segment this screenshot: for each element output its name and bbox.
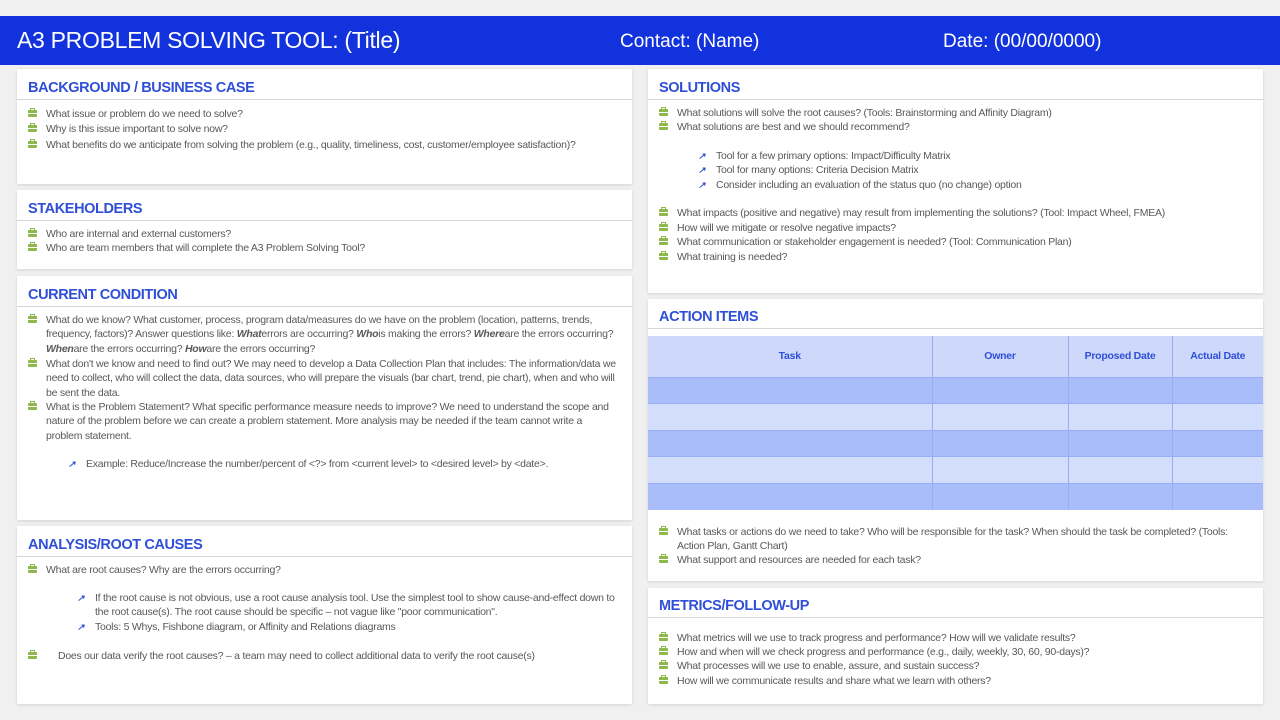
divider <box>648 328 1263 329</box>
bullet-text: Does our data verify the root causes? – a team may need to collect additional data to verify the root cause(s) <box>58 650 535 662</box>
table-row <box>648 404 1263 431</box>
bullet-text: Tools: 5 Whys, Fishbone diagram, or Affinity and Relations diagrams <box>95 621 396 633</box>
sub-bullet-item <box>77 591 615 620</box>
table-cell[interactable] <box>932 483 1068 510</box>
metrics-heading: METRICS/FOLLOW-UP <box>659 598 809 614</box>
divider <box>648 99 1263 100</box>
briefcase-icon <box>28 316 37 323</box>
trend-arrow-icon: ↗ <box>77 622 84 632</box>
table-cell[interactable] <box>1172 430 1263 457</box>
bullet-text: What don't we know and need to find out? We may need to develop a Data Collection Plan that includes: The information/data we need to collect, who will collect the data, data sources, who will prepare the visuals (bar chart, trend, pie chart), when and who will be sent the data. <box>46 358 616 399</box>
bullet-text: What are root causes? Why are the errors occurring? <box>46 564 281 576</box>
table-cell[interactable] <box>648 430 932 457</box>
table-row <box>648 483 1263 510</box>
table-row <box>648 377 1263 404</box>
bullet-item <box>677 221 1257 235</box>
bullet-item <box>46 400 618 443</box>
briefcase-icon <box>28 566 37 573</box>
trend-arrow-icon: ↗ <box>77 593 84 603</box>
bullet-text: Consider including an evaluation of the status quo (no change) option <box>716 179 1022 191</box>
table-cell[interactable] <box>1068 430 1172 457</box>
emphasis-text: Who <box>356 328 379 341</box>
background-heading: BACKGROUND / BUSINESS CASE <box>28 80 255 96</box>
briefcase-icon <box>28 230 37 237</box>
column-header-task: Task <box>648 336 932 377</box>
analysis-heading: ANALYSIS/ROOT CAUSES <box>28 537 203 553</box>
bullet-item <box>677 206 1257 220</box>
table-row <box>648 430 1263 457</box>
divider <box>17 99 632 100</box>
bullet-text: are the errors occurring? <box>73 342 183 355</box>
solutions-heading: SOLUTIONS <box>659 80 740 96</box>
table-cell[interactable] <box>1068 404 1172 431</box>
current-condition-heading: CURRENT CONDITION <box>28 287 178 303</box>
table-cell[interactable] <box>932 377 1068 404</box>
current-condition-panel <box>17 276 632 520</box>
bullet-item <box>677 120 1257 134</box>
bullet-text: are the errors occurring? <box>504 328 614 341</box>
sub-bullet-item <box>698 149 1256 163</box>
action-items-table <box>648 336 1263 510</box>
table-cell[interactable] <box>648 404 932 431</box>
divider <box>17 220 632 221</box>
trend-arrow-icon: ↗ <box>698 151 705 161</box>
bullet-item <box>46 107 626 121</box>
table-cell[interactable] <box>1172 483 1263 510</box>
table-cell[interactable] <box>932 404 1068 431</box>
document-title: A3 PROBLEM SOLVING TOOL: (Title) <box>17 27 401 53</box>
divider <box>17 306 632 307</box>
table-row <box>648 457 1263 484</box>
bullet-text: What processes will we use to enable, assure, and sustain success? <box>677 660 980 672</box>
bullet-text: How will we mitigate or resolve negative impacts? <box>677 222 896 234</box>
sub-bullet-item <box>698 163 1256 177</box>
briefcase-icon <box>28 403 37 410</box>
column-header-proposed-date: Proposed Date <box>1068 336 1172 377</box>
bullet-item <box>677 645 1257 659</box>
table-cell[interactable] <box>1068 483 1172 510</box>
trend-arrow-icon: ↗ <box>68 459 75 469</box>
briefcase-icon <box>659 209 668 216</box>
bullet-text: What benefits do we anticipate from solving the problem (e.g., quality, timeliness, cost, customer/employee satisfaction)? <box>46 139 576 151</box>
bullet-text: Who are internal and external customers? <box>46 228 231 240</box>
bullet-item <box>46 313 618 356</box>
sub-bullet-item <box>77 620 615 634</box>
bullet-item <box>58 649 618 663</box>
emphasis-text: How <box>184 342 207 355</box>
bullet-item <box>677 659 1257 673</box>
bullet-item <box>677 525 1252 554</box>
table-cell[interactable] <box>1068 457 1172 484</box>
briefcase-icon <box>659 677 668 684</box>
table-cell[interactable] <box>1172 377 1263 404</box>
bullet-text: are the errors occurring? <box>206 342 316 355</box>
table-cell[interactable] <box>932 457 1068 484</box>
bullet-text: What do we know? What customer, process, program data/measures do we have on the problem (location, patterns, trends, frequency, factors)? Answer questions like: <box>46 314 593 341</box>
bullet-text: What communication or stakeholder engagement is needed? (Tool: Communication Plan) <box>677 236 1072 248</box>
briefcase-icon <box>659 556 668 563</box>
metrics-panel <box>648 588 1263 704</box>
bullet-item <box>677 674 1257 688</box>
divider <box>17 556 632 557</box>
briefcase-icon <box>659 224 668 231</box>
trend-arrow-icon: ↗ <box>698 165 705 175</box>
bullet-item <box>46 241 626 255</box>
header-bar <box>0 16 1280 65</box>
bullet-text: How and when will we check progress and performance (e.g., daily, weekly, 30, 60, 90-days)? <box>677 646 1090 658</box>
analysis-panel <box>17 526 632 704</box>
bullet-item <box>46 122 626 136</box>
table-cell[interactable] <box>932 430 1068 457</box>
bullet-text: What is the Problem Statement? What specific performance measure needs to improve? We need to understand the scope and nature of the problem before we can create a problem statement. More analysis may be needed if the team cannot write a problem statement. <box>46 401 609 442</box>
briefcase-icon <box>659 109 668 116</box>
bullet-text: Tool for many options: Criteria Decision Matrix <box>716 164 919 176</box>
briefcase-icon <box>659 238 668 245</box>
briefcase-icon <box>28 125 37 132</box>
briefcase-icon <box>28 652 37 659</box>
stakeholders-heading: STAKEHOLDERS <box>28 201 143 217</box>
bullet-text: What tasks or actions do we need to take? Who will be responsible for the task? When should the task be completed? (Tools: Action Plan, Gantt Chart) <box>677 526 1228 553</box>
bullet-item <box>46 357 618 400</box>
table-cell[interactable] <box>648 483 932 510</box>
briefcase-icon <box>659 662 668 669</box>
action-items-panel <box>648 299 1263 581</box>
bullet-item <box>46 563 618 577</box>
table-header-row <box>648 336 1263 377</box>
sub-bullet-item <box>698 178 1256 192</box>
background-panel <box>17 69 632 184</box>
emphasis-text: Where <box>473 328 505 341</box>
date-field: Date: (00/00/0000) <box>943 31 1102 52</box>
briefcase-icon <box>28 141 37 148</box>
bullet-item <box>677 235 1257 249</box>
bullet-item <box>46 138 626 152</box>
table-cell[interactable] <box>648 377 932 404</box>
bullet-text: Why is this issue important to solve now? <box>46 123 228 135</box>
bullet-text: What issue or problem do we need to solve? <box>46 108 243 120</box>
briefcase-icon <box>28 110 37 117</box>
stakeholders-panel <box>17 190 632 269</box>
action-items-heading: ACTION ITEMS <box>659 309 759 325</box>
bullet-text: What solutions will solve the root causes? (Tools: Brainstorming and Affinity Diagram) <box>677 107 1052 119</box>
bullet-item <box>677 553 1252 567</box>
bullet-text: Example: Reduce/Increase the number/percent of <?> from <current level> to <desired level> by <date>. <box>86 458 549 470</box>
table-cell[interactable] <box>1172 457 1263 484</box>
bullet-text: What training is needed? <box>677 251 788 263</box>
bullet-text: If the root cause is not obvious, use a root cause analysis tool. Use the simplest tool to show cause-and-effect down to the root cause(s). The root cause should be specific – not vague like "poor communication". <box>95 592 615 619</box>
solutions-panel <box>648 69 1263 293</box>
bullet-text: What solutions are best and we should recommend? <box>677 121 910 133</box>
column-header-actual-date: Actual Date <box>1172 336 1263 377</box>
bullet-item <box>677 631 1257 645</box>
emphasis-text: What <box>236 328 262 341</box>
table-cell[interactable] <box>1068 377 1172 404</box>
bullet-item <box>677 250 1257 264</box>
bullet-text: What support and resources are needed for each task? <box>677 554 921 566</box>
briefcase-icon <box>659 634 668 641</box>
briefcase-icon <box>659 253 668 260</box>
briefcase-icon <box>28 360 37 367</box>
bullet-item <box>46 227 626 241</box>
sub-bullet-item <box>68 457 616 471</box>
table-cell[interactable] <box>1172 404 1263 431</box>
bullet-text: Tool for a few primary options: Impact/Difficulty Matrix <box>716 150 951 162</box>
table-cell[interactable] <box>648 457 932 484</box>
bullet-text: How will we communicate results and share what we learn with others? <box>677 675 991 687</box>
column-header-owner: Owner <box>932 336 1068 377</box>
emphasis-text: When <box>46 342 74 355</box>
briefcase-icon <box>28 244 37 251</box>
bullet-text: Who are team members that will complete the A3 Problem Solving Tool? <box>46 242 365 254</box>
bullet-text: errors are occurring? <box>261 328 354 341</box>
bullet-text: What impacts (positive and negative) may result from implementing the solutions? (Tool: Impact Wheel, FMEA) <box>677 207 1165 219</box>
briefcase-icon <box>659 528 668 535</box>
trend-arrow-icon: ↗ <box>698 180 705 190</box>
bullet-text: What metrics will we use to track progress and performance? How will we validate results? <box>677 632 1076 644</box>
bullet-item <box>677 106 1257 120</box>
contact-field: Contact: (Name) <box>620 31 760 52</box>
divider <box>648 617 1263 618</box>
bullet-text: is making the errors? <box>378 328 472 341</box>
briefcase-icon <box>659 123 668 130</box>
briefcase-icon <box>659 648 668 655</box>
